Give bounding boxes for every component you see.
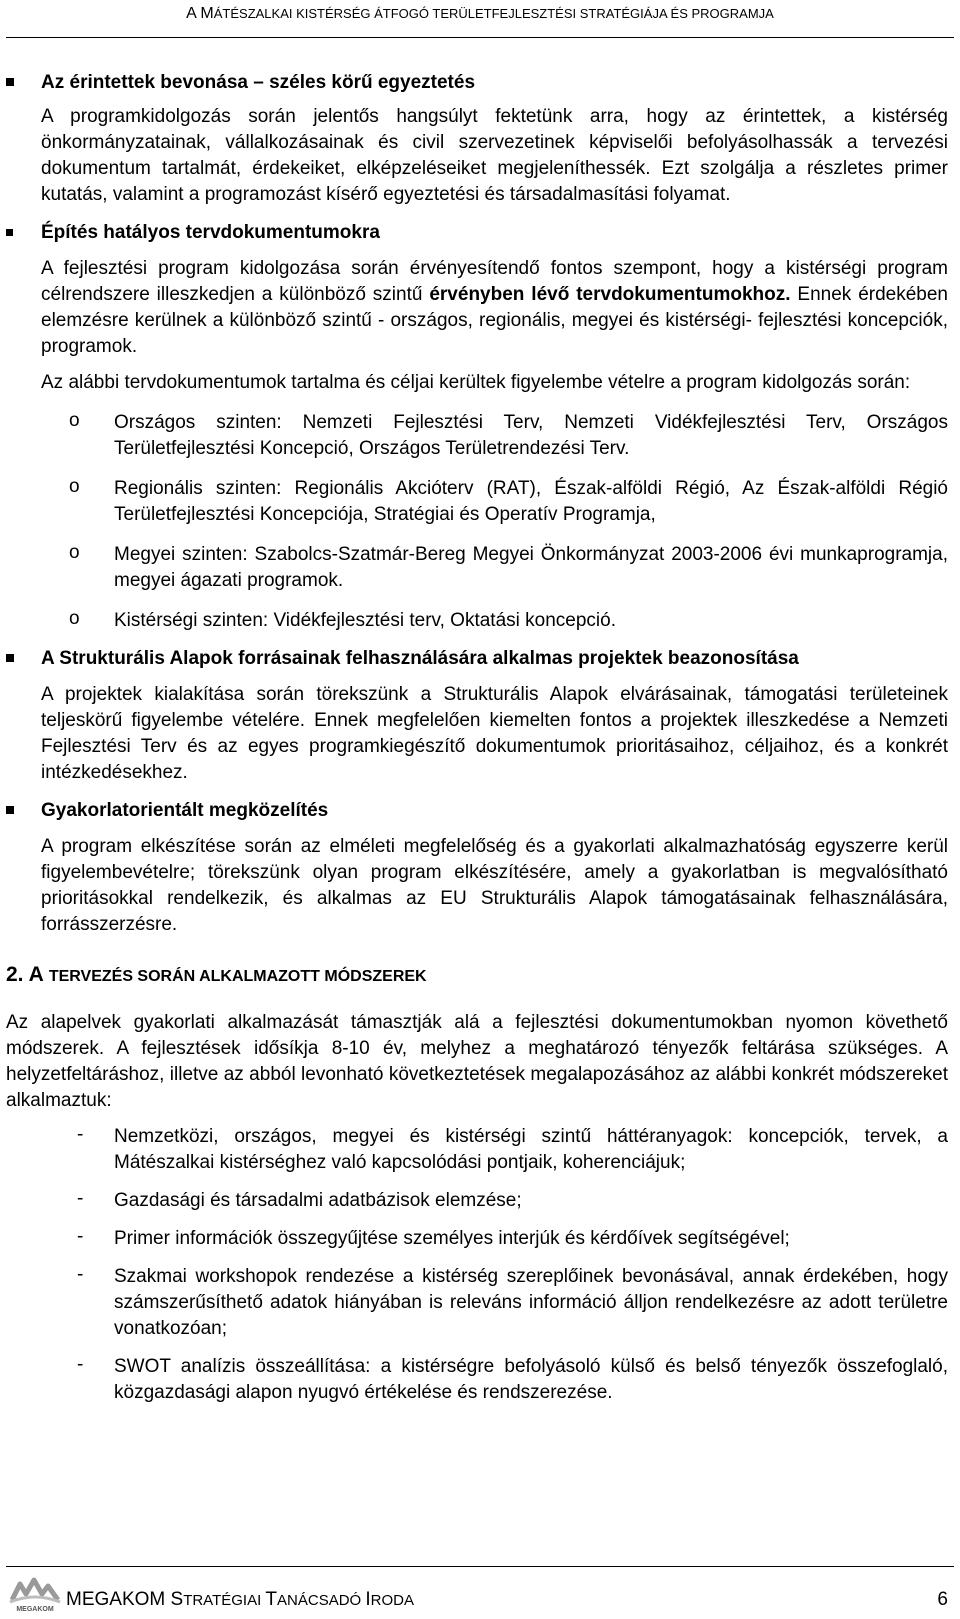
header-a: A [186,5,201,22]
header-m: M [200,5,214,22]
dash-bullet: - [77,1124,84,1145]
square-bullet-icon [6,78,14,86]
header-rest: ÁTÉSZALKAI KISTÉRSÉG ÁTFOGÓ TERÜLETFEJLESZTÉSI STRATÉGIÁJA ÉS PROGRAMJA [213,6,774,21]
circle-bullet: o [69,608,80,629]
section-body [41,256,948,360]
section-title: A Strukturális Alapok forrásainak felhasználására alkalmas projektek beazonosítása [41,648,799,669]
footer-company-name [66,1588,414,1613]
megakom-logo-icon [6,1574,64,1614]
section-body: A projektek kialakítása során törekszünk a Strukturális Alapok elvárásainak, támogatási területeinek teljeskörű figyelembe vételére. Ennek megfelelően kiemelten fontos a projektek illeszkedése a Nemzeti Fejlesztési Terv és az egyes programkiegészítő dokumentumok prioritásaihoz, céljaihoz, és a konkrét intézkedésekhez. [41,684,948,783]
page-number: 6 [937,1589,948,1610]
method-item [77,1226,948,1252]
body-text: A fejlesztési program kidolgozása során érvényesítendő fontos szempont, hogy a kistérségi program célrendszere illeszkedjen a különböző szintű [41,258,948,305]
square-bullet-icon [6,229,13,236]
section-structural-funds [0,646,960,786]
body-emphasis: érvényben lévő tervdokumentumokhoz. [429,284,791,305]
list-item-text: Megyei szinten: Szabolcs-Szatmár-Bereg Megyei Önkormányzat 2003-2006 évi munkaprogramja, megyei ágazati programok. [114,544,948,591]
square-bullet-icon [6,806,14,814]
method-item [77,1264,948,1342]
list-item [69,608,948,634]
running-header [0,0,960,38]
footer-name-part: I [365,1589,371,1610]
footer-name-part: ANÁCSADÓ [277,1592,366,1609]
logo-text: MEGAKOM [16,1606,54,1613]
section-title: Építés hatályos tervdokumentumokra [41,222,380,243]
section-stakeholders [0,70,960,208]
header-rule [6,37,954,38]
page-content [0,58,960,1406]
footer-name-part: TRATÉGIAI [183,1592,266,1609]
method-text: Gazdasági és társadalmi adatbázisok elemzése; [114,1190,522,1211]
section-title: Az érintettek bevonása – széles körű egyeztetés [41,72,476,93]
list-item [69,476,948,528]
page-footer [0,1566,960,1613]
footer-name-part: MEGAKOM S [66,1589,184,1610]
section-body: A programkidolgozás során jelentős hangsúlyt fektetünk arra, hogy az érintettek, a kistérség önkormányzatainak, vállalkozásainak és civil szervezetinek képviselői befolyásolhassák a tervezési dokumentum tartalmát, érdekeiket, elképzeléseiket megjeleníthessék. Ezt szolgálja a részletes primer kutatás, valamint a programozást kísérő egyeztetési és társadalmasítási folyamat. [41,106,948,205]
chapter-title-initial: A [23,963,43,986]
dash-bullet: - [77,1188,84,1209]
footer-rule [6,1566,954,1567]
circle-bullet: o [69,476,80,497]
method-item [77,1354,948,1406]
section-body: A program elkészítése során az elméleti megfelelőség és a gyakorlati alkalmazhatóság egyszerre kerül figyelembevételre; törekszünk olyan program elkészítésére, amely a gyakorlatban is megvalósítható prioritásokkal rendelkezik, és alkalmas az EU Strukturális Alapok támogatásainak felhasználására, forrásszerzésre. [41,836,948,935]
list-item-text: Kistérségi szinten: Vidékfejlesztési terv, Oktatási koncepció. [114,610,616,631]
chapter-title-rest: TERVEZÉS SORÁN ALKALMAZOTT MÓDSZEREK [48,968,427,985]
dash-bullet: - [77,1226,84,1247]
footer-name-part: T [265,1589,278,1610]
square-bullet-icon [6,654,14,662]
method-text: Szakmai workshopok rendezése a kistérség szereplőinek bevonásával, annak érdekében, hogy számszerűsíthető adatok hiányában is releváns információ álljon rendelkezésre az adott területre vonatkozóan; [114,1266,948,1339]
dash-bullet: - [77,1264,84,1285]
method-item [77,1124,948,1176]
footer-name-part: RODA [370,1592,415,1609]
section-practical [0,798,960,938]
circle-bullet: o [69,410,80,431]
circle-bullet: o [69,542,80,563]
method-text: SWOT analízis összeállítása: a kistérségre befolyásoló külső és belső tényezők összefoglaló, közgazdasági alapon nyugvó értékelése és rendszerezése. [114,1356,948,1403]
chapter-intro: Az alapelvek gyakorlati alkalmazását támasztják alá a fejlesztési dokumentumokban nyomon követhető módszerek. A fejlesztések idősíkja 8-10 év, melyhez a meghatározó tényezők feltárása szükséges. A helyzetfeltáráshoz, illetve az abból levonható következtetések megalapozásához az alábbi konkrét módszereket alkalmaztuk: [6,1012,948,1111]
method-text: Primer információk összegyűjtése személyes interjúk és kérdőívek segítségével; [114,1228,790,1249]
method-item [77,1188,948,1214]
plans-intro: Az alábbi tervdokumentumok tartalma és céljai kerültek figyelembe vételre a program kidolgozás során: [41,372,911,393]
list-item-text: Regionális szinten: Regionális Akcióterv (RAT), Észak-alföldi Régió, Az Észak-alföldi Régió Területfejlesztési Koncepciója, Stratégiai és Operatív Programja, [114,478,948,525]
list-item [69,410,948,462]
method-text: Nemzetközi, országos, megyei és kistérségi szintű háttéranyagok: koncepciók, tervek, a Mátészalkai kistérséghez való kapcsolódási pontjaik, koherenciájuk; [114,1126,948,1173]
list-item-text: Országos szinten: Nemzeti Fejlesztési Terv, Nemzeti Vidékfejlesztési Terv, Országos Területfejlesztési Koncepció, Országos Területrendezési Terv. [114,412,948,459]
list-item [69,542,948,594]
chapter-number: 2. [6,963,24,986]
section-plans [0,220,960,634]
section-title: Gyakorlatorientált megközelítés [41,800,329,821]
body-text: Ennek érdekében elemzésre kerülnek a különböző szintű - országos, regionális, megyei és kistérségi- fejlesztési koncepciók, programok. [41,284,948,357]
dash-bullet: - [77,1354,84,1375]
chapter-heading [6,960,960,992]
